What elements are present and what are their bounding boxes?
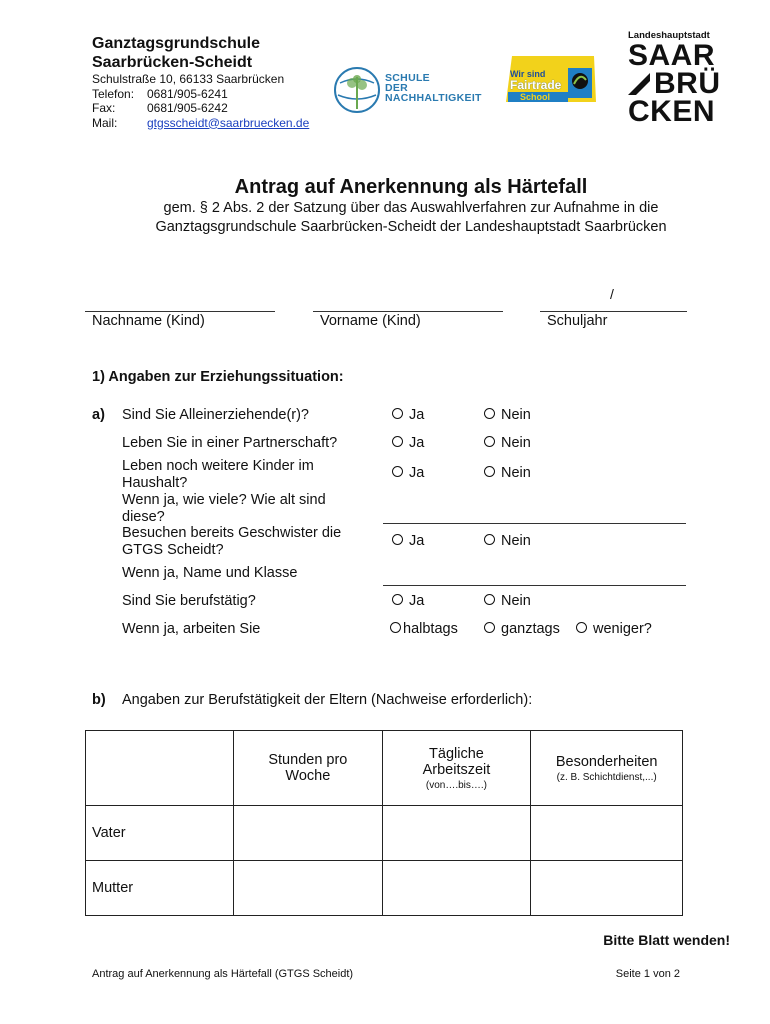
question-partnership: Leben Sie in einer Partnerschaft? [122, 435, 338, 451]
sustain-line1: SCHULE [385, 72, 430, 84]
question-other-children: Leben noch weitere Kinder im Haushalt? Wenn ja, wie viele? Wie alt sind diese? [122, 458, 326, 525]
address: Schulstraße 10, 66133 Saarbrücken [92, 72, 285, 86]
col-hours-header: Stunden pro Woche [234, 731, 382, 806]
option-partnership-yes[interactable]: Ja [392, 435, 424, 451]
radio-circle-icon [390, 622, 401, 633]
phone-row [92, 87, 309, 102]
radio-circle-icon [392, 534, 403, 545]
radio-circle-icon [484, 408, 495, 419]
cell-father-time[interactable] [382, 806, 531, 861]
firstname-line[interactable] [313, 311, 503, 312]
radio-circle-icon [484, 466, 495, 477]
fairtrade-line2: Fairtrade [510, 78, 562, 92]
page-title: Antrag auf Anerkennung als Härtefall [234, 176, 588, 198]
schoolyear-label: Schuljahr [547, 313, 608, 329]
school-name-line1: Ganztagsgrundschule [92, 35, 261, 52]
radio-circle-icon [392, 594, 403, 605]
option-other-children-no[interactable]: Nein [484, 465, 531, 481]
option-employed-yes[interactable]: Ja [392, 593, 424, 609]
section1-marker-a: a) [92, 407, 105, 423]
fax-value: 0681/905-6242 [147, 101, 228, 115]
question-siblings-name: Wenn ja, Name und Klasse [122, 565, 298, 581]
school-name-line2: Saarbrücken-Scheidt [92, 54, 253, 71]
option-other-children-yes[interactable]: Ja [392, 465, 424, 481]
turn-page-note: Bitte Blatt wenden! [603, 932, 730, 948]
footer-left: Antrag auf Anerkennung als Härtefall (GTGS Scheidt) [92, 968, 354, 980]
page-subtitle [0, 199, 770, 237]
col-notes-header: Besonderheiten (z. B. Schichtdienst,...) [531, 731, 683, 806]
row-label-father: Vater [86, 806, 234, 861]
phone-label: Telefon: [92, 86, 135, 101]
city-l2: BRÜ [654, 67, 721, 100]
fax-row [92, 101, 309, 116]
firstname-label: Vorname (Kind) [320, 313, 421, 329]
schoolyear-slash: / [610, 286, 614, 302]
fairtrade-school-logo [504, 52, 600, 106]
city-l1: SAAR [628, 39, 716, 72]
radio-circle-icon [484, 534, 495, 545]
subtitle-line2: Ganztagsgrundschule Saarbrücken-Scheidt der Landeshauptstadt Saarbrücken [155, 219, 667, 235]
sustain-line2: DER [385, 82, 409, 94]
row-label-mother: Mutter [86, 861, 234, 916]
option-employed-no[interactable]: Nein [484, 593, 531, 609]
mail-row [92, 116, 309, 131]
mail-label: Mail: [92, 115, 118, 130]
option-ganztags[interactable]: ganztags [484, 621, 560, 637]
lastname-label: Nachname (Kind) [92, 313, 205, 329]
section-b-marker: b) [92, 692, 106, 708]
option-weniger[interactable]: weniger? [576, 621, 652, 637]
school-name [92, 34, 260, 72]
option-halbtags[interactable]: halbtags [390, 621, 458, 637]
city-logo [620, 30, 730, 130]
employment-table [85, 730, 683, 916]
cell-mother-time[interactable] [382, 861, 531, 916]
question-work-type: Wenn ja, arbeiten Sie [122, 621, 261, 637]
question-employed: Sind Sie berufstätig? [122, 593, 256, 609]
globe-tree-icon [332, 65, 382, 115]
option-single-parent-yes[interactable]: Ja [392, 407, 424, 423]
sustain-line3: NACHHALTIGKEIT [385, 92, 482, 104]
radio-circle-icon [392, 408, 403, 419]
cell-father-hours[interactable] [234, 806, 382, 861]
radio-circle-icon [576, 622, 587, 633]
fairtrade-line1: Wir sind [510, 69, 546, 79]
subtitle-line1: gem. § 2 Abs. 2 der Satzung über das Auswahlverfahren zur Aufnahme in die [163, 200, 659, 216]
cell-father-notes[interactable] [531, 806, 683, 861]
fairtrade-line3: School [520, 92, 551, 102]
col-working-time-header: Tägliche Arbeitszeit (von….bis….) [382, 731, 531, 806]
cell-mother-hours[interactable] [234, 861, 382, 916]
other-children-answer-line[interactable] [383, 523, 686, 524]
section1-heading: 1) Angaben zur Erziehungssituation: [92, 369, 344, 385]
city-arrow-icon [626, 71, 652, 97]
lastname-line[interactable] [85, 311, 275, 312]
option-siblings-no[interactable]: Nein [484, 533, 531, 549]
question-single-parent: Sind Sie Alleinerziehende(r)? [122, 407, 309, 423]
radio-circle-icon [484, 594, 495, 605]
siblings-answer-line[interactable] [383, 585, 686, 586]
question-siblings: Besuchen bereits Geschwister die GTGS Scheidt? [122, 525, 342, 558]
table-row [86, 806, 683, 861]
radio-circle-icon [484, 436, 495, 447]
schoolyear-line[interactable] [540, 311, 687, 312]
table-row [86, 861, 683, 916]
cell-mother-notes[interactable] [531, 861, 683, 916]
option-siblings-yes[interactable]: Ja [392, 533, 424, 549]
option-single-parent-no[interactable]: Nein [484, 407, 531, 423]
table-header-row [86, 731, 683, 806]
fax-label: Fax: [92, 101, 116, 115]
table-corner-cell [86, 731, 234, 806]
footer-page-number: Seite 1 von 2 [615, 968, 680, 980]
sustainability-logo [332, 64, 492, 116]
city-top: Landeshauptstadt [628, 30, 710, 41]
section-b-heading: Angaben zur Berufstätigkeit der Eltern (Nachweise erforderlich): [122, 692, 533, 708]
radio-circle-icon [392, 436, 403, 447]
option-partnership-no[interactable]: Nein [484, 435, 531, 451]
radio-circle-icon [484, 622, 495, 633]
city-l3: CKEN [628, 95, 716, 128]
radio-circle-icon [392, 466, 403, 477]
mail-link[interactable]: gtgsscheidt@saarbruecken.de [147, 115, 310, 130]
phone-value: 0681/905-6241 [147, 86, 228, 101]
contact-block [92, 72, 309, 130]
